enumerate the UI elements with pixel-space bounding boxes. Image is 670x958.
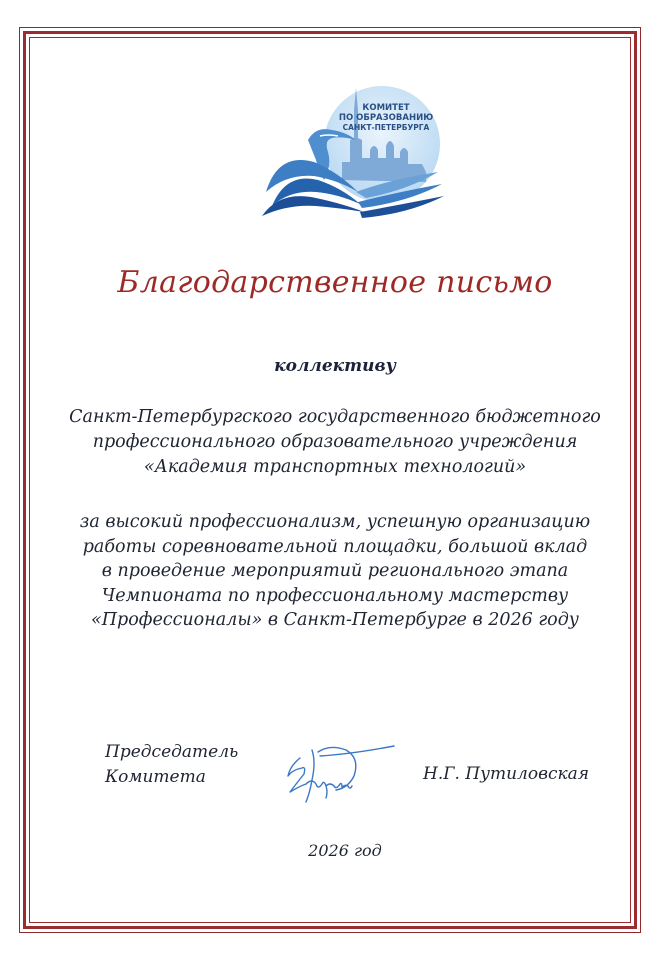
signatory-position — [105, 740, 238, 790]
svg-text:САНКТ-ПЕТЕРБУРГА: САНКТ-ПЕТЕРБУРГА — [342, 123, 430, 132]
position-line: Комитета — [105, 767, 206, 787]
organization-name — [40, 405, 630, 480]
gratitude-reason — [40, 510, 630, 633]
committee-logo-icon — [258, 80, 448, 220]
certificate-title: Благодарственное письмо — [117, 265, 553, 300]
addressee: коллективу — [274, 356, 396, 376]
organization-line: профессионального образовательного учреждения — [92, 432, 578, 452]
svg-text:КОМИТЕТ: КОМИТЕТ — [362, 103, 410, 113]
signature-icon — [282, 740, 397, 806]
organization-line: «Академия транспортных технологий» — [143, 457, 527, 477]
reason-line: «Профессионалы» в Санкт-Петербурге в 2026 году — [91, 610, 579, 630]
reason-line: в проведение мероприятий регионального этапа — [101, 561, 569, 581]
organization-line: Санкт-Петербургского государственного бюджетного — [69, 407, 601, 427]
position-line: Председатель — [105, 742, 239, 762]
certificate-year: 2026 год — [308, 841, 382, 860]
reason-line: Чемпионата по профессиональному мастерству — [101, 585, 569, 606]
signatory-name: Н.Г. Путиловская — [423, 764, 590, 784]
reason-line: за высокий профессионализм, успешную организацию — [79, 512, 591, 532]
svg-text:ПО ОБРАЗОВАНИЮ: ПО ОБРАЗОВАНИЮ — [338, 113, 434, 123]
reason-line: работы соревновательной площадки, большой вклад — [82, 536, 588, 557]
